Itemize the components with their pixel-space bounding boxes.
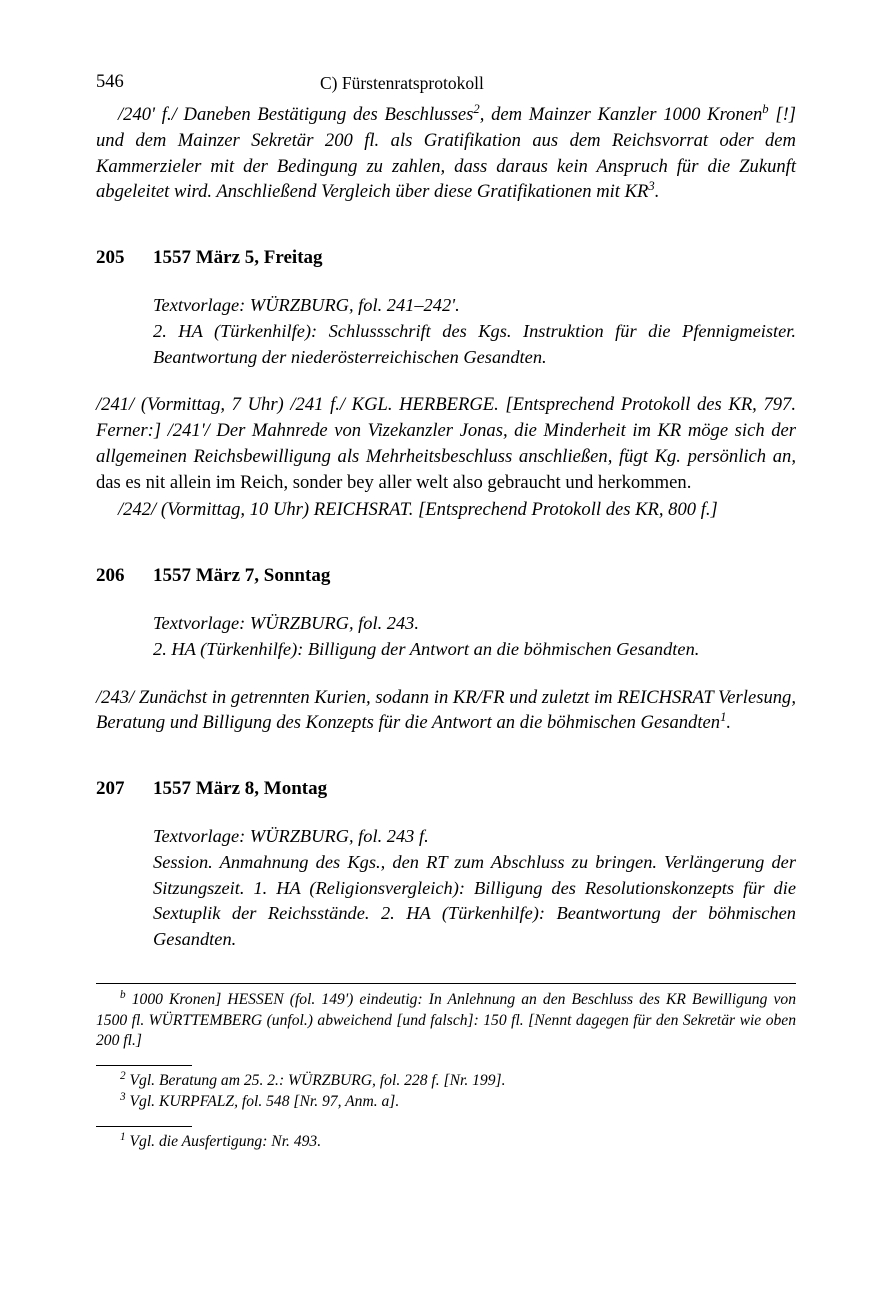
body-segment-italic: /243/ Zunächst in getrennten Kurien, sodann in KR/FR und zuletzt im REICHSRAT Verlesung, Beratung und Billigung des Konzepts für die Antwort an die böhmischen Gesandten [96, 686, 796, 734]
footnote-ref-b: b [762, 101, 769, 116]
entry-date: 1557 März 7, Sonntag [153, 565, 331, 587]
running-head [96, 72, 796, 102]
footnote-group-numbered-1 [96, 1065, 796, 1112]
footnote-marker: 1 [120, 1130, 126, 1143]
footnote-ref-1: 1 [720, 710, 727, 725]
footnote-item [96, 990, 796, 1052]
footnote-item [96, 1132, 796, 1153]
entry-number: 205 [96, 247, 125, 268]
entry-number: 207 [96, 778, 125, 800]
regest-line: 2. HA (Türkenhilfe): Billigung der Antwort an die böhmischen Gesandten. [153, 638, 700, 659]
footnote-item [96, 1092, 796, 1113]
running-title: C) Fürstenratsprotokoll [320, 73, 484, 93]
footnote-text: Vgl. Beratung am 25. 2.: WÜRZBURG, fol. 228 f. [Nr. 199]. [129, 1072, 506, 1090]
entry-heading-205 [96, 247, 796, 273]
footnote-ref-3: 3 [648, 179, 655, 194]
entry-body-205-p2 [96, 497, 796, 523]
body-segment-tail: . [726, 712, 732, 734]
footnote-text: 1000 Kronen] HESSEN (fol. 149') eindeutig: In Anlehnung an den Beschluss des KR Bewilligung von 1500 fl. WÜRTTEMBERG (unfol.) abweichend [und falsch]: 150 fl. [Nennt dagegen für den Sekretär wie oben 200 fl.] [96, 990, 796, 1050]
footnote-group-numbered-2 [96, 1126, 796, 1153]
body-segment-italic: /241/ (Vormittag, 7 Uhr) /241 f./ KGL. HERBERGE. [Entsprechend Protokoll des KR, 797. Ferner:] /241'/ Der Mahnrede von Vizekanzler Jonas, die Minderheit im KR möge sich der allgemeinen Reichsbewilligung als Mehrheitsbeschluss anschließen, fügt Kg. persönlich an, [96, 394, 796, 467]
page-content [96, 0, 796, 1152]
footnote-divider-short [96, 1065, 192, 1066]
entry-heading-206 [96, 565, 796, 591]
regest-line: Textvorlage: WÜRZBURG, fol. 241–242'. [153, 295, 460, 315]
opening-text-2: , dem Mainzer Kanzler 1000 Kronen [479, 104, 763, 125]
body-segment-roman: das es nit allein im Reich, sonder bey aller welt also gebraucht und herkommen. [96, 471, 692, 493]
entry-body-205-p1 [96, 392, 796, 495]
entry-body-206-p1 [96, 685, 796, 737]
regest-line: Textvorlage: WÜRZBURG, fol. 243 f. [153, 826, 429, 847]
footnote-marker: b [120, 988, 126, 1001]
regest-line: Session. Anmahnung des Kgs., den RT zum Abschluss zu bringen. Verlängerung der Sitzungszeit. 1. HA (Religionsvergleich): Billigung des Resolutionskonzepts für die Sextuplik der Reichsstände. 2. HA (Türkenhilfe): Beantwortung der böhmischen Gesandten. [153, 851, 796, 950]
footnote-divider-short [96, 1126, 192, 1127]
entry-regest-207 [153, 824, 796, 953]
entry-regest-205 [153, 293, 796, 370]
footnote-marker: 2 [120, 1069, 126, 1082]
entry-date: 1557 März 5, Freitag [153, 247, 323, 268]
entry-date: 1557 März 8, Montag [153, 778, 328, 800]
entry-number: 206 [96, 565, 125, 587]
page-number: 546 [96, 72, 124, 92]
opening-paragraph [96, 102, 796, 205]
footnote-ref-2: 2 [473, 101, 480, 116]
footnote-group-lettered [96, 983, 796, 1052]
regest-line: Textvorlage: WÜRZBURG, fol. 243. [153, 613, 419, 634]
entry-heading-207 [96, 778, 796, 804]
regest-line: 2. HA (Türkenhilfe): Schlussschrift des Kgs. Instruktion für die Pfennigmeister. Beantwortung der niederösterreichischen Gesandten. [153, 320, 796, 367]
opening-text-3: [!] und dem Mainzer Sekretär 200 fl. als Gratifikation aus dem Reichsvorrat oder dem Kammerzieler mit der Bedingung zu zahlen, dass daraus kein Anspruch für die Zukunft abgeleitet wird. Anschließend Vergleich über diese Gratifikationen mit KR [96, 104, 797, 203]
footnote-item [96, 1071, 796, 1092]
footnote-marker: 3 [120, 1090, 126, 1103]
entry-regest-206 [153, 611, 796, 663]
opening-text-1: /240' f./ Daneben Bestätigung des Beschlusses [118, 104, 474, 125]
opening-text-4: . [654, 181, 660, 203]
footnote-text: Vgl. die Ausfertigung: Nr. 493. [129, 1132, 322, 1150]
footnote-text: Vgl. KURPFALZ, fol. 548 [Nr. 97, Anm. a]. [129, 1092, 400, 1110]
body-segment-italic: /242/ (Vormittag, 10 Uhr) REICHSRAT. [Entsprechend Protokoll des KR, 800 f.] [118, 499, 718, 521]
footnote-divider-wide [96, 983, 796, 984]
footnote-apparatus [96, 983, 796, 1152]
